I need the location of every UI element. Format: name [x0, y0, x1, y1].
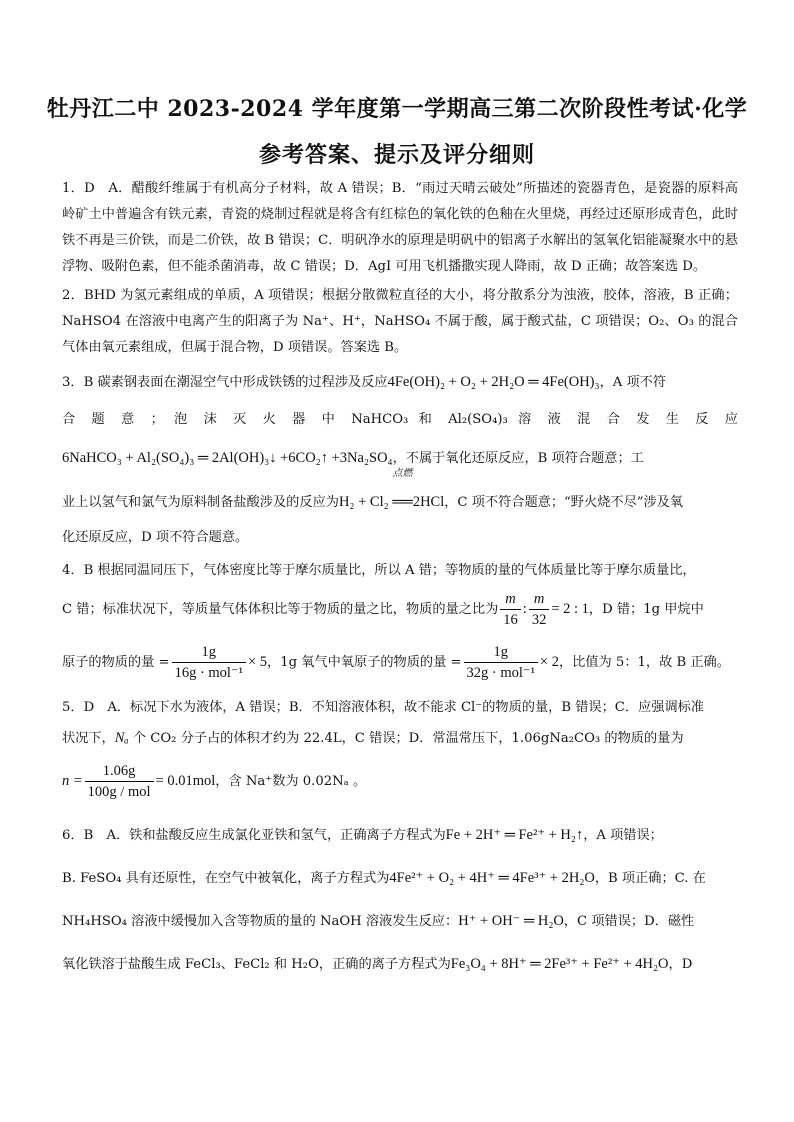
answer-3-line1-text: 3．B 碳素钢表面在潮湿空气中形成铁锈的过程涉及反应 — [62, 375, 388, 390]
answer-4-line3-text: 原子的物质的量 = — [62, 655, 170, 670]
answer-5-line1: 5．D A．标况下水为液体，A 错误；B．不知溶液体积，故不能求 Cl⁻的物质的量，B 错误；C．应强调标准 — [62, 700, 705, 715]
answer-3-line5: 化还原反应，D 项不符合题意。 — [62, 530, 249, 545]
answer-6-line2-tail: ，B 项正确；C. 在 — [594, 871, 706, 886]
answer-6-line2-text: B. FeSO₄ 具有还原性，在空气中被氧化，离子方程式为 — [62, 871, 390, 886]
answer-5 — [62, 689, 738, 805]
answer-3-line2: 合 题 意 ； 泡 沫 灭 火 器 中 NaHCO₃ 和 Al₂(SO₄)₃ 溶 液 混 合 发 生 反 应 — [62, 412, 738, 427]
foam-extinguisher-equation: 6NaHCO₃ + Al₂(SO₄)₃ ═ 2Al(OH)₃↓ +6CO₂↑ +3Na₂SO₄ — [62, 450, 393, 466]
ignition-condition — [392, 468, 413, 522]
answer-4: 4．B 根据同温同压下，气体密度比等于摩尔质量比，所以 A 错；等物质的量的气体质量比等于摩尔质量比， C 错；标准状况下，等质量气体体积比等于物质的量之比，物质的量之比为 $\frac{m}{16}$ : $\frac{m}{32}$ = 2 : 1，D 错；1g 甲烷中 原子的物质的量 = $\frac{1g}{\text{16g · mol⁻¹}}$ × 5，1g 氧气中氧原子的物质的量 = $\frac{1g}{\text{32g · mol⁻¹}}$ × 2，比值为 5：1，故 B 正确。 — [62, 556, 738, 686]
answer-3-line1-tail: ，A 项不符 — [599, 375, 667, 390]
answer-3-line4-text: 业上以氢气和氯气为原料制备盐酸涉及的反应为 — [62, 495, 339, 510]
answer-6-line1-tail: ，A 项错误； — [583, 828, 663, 843]
answer-5-line2-text: 状况下， — [62, 731, 115, 746]
ferrous-oxidation-equation: 4Fe²⁺ + O₂ + 4H⁺ ═ 4Fe³⁺ + 2H₂O — [389, 870, 595, 886]
answer-3-line3-tail: ，不属于氧化还原反应，B 项符合题意；工 — [392, 451, 644, 466]
answer-5-line2-tail: 个 CO₂ 分子占的体积才约为 22.4L，C 错误；D．常温常压下，1.06gNa₂CO₃ 的物质的量为 — [128, 731, 684, 746]
iron-hcl-equation: Fe + 2H⁺ ═ Fe²⁺ + H₂↑ — [445, 827, 584, 843]
page-title: 牡丹江二中 2023-2024 学年度第一学期高三第二次阶段性考试·化学 — [46, 96, 748, 122]
answer-6 — [62, 808, 738, 986]
fraction-sodium-carbonate: $\frac{1.06g}{\text{100g / mol}}$ — [85, 761, 154, 802]
answer-2: 2．BHD 为氢元素组成的单质，A 项错误；根据分散微粒直径的大小，将分散系分为浊液，胶体，溶液，B 正确；NaHSO4 在溶液中电离产生的阳离子为 Na⁺、H⁺，NaHSO₄ 不属于酸，属于酸式盐，C 项错误；O₂、O₃ 的混合气体由氧元素组成，但属于混合物，D 项错误。答案选 B。 — [62, 288, 738, 355]
answer-5-line3-tail: ，含 Na⁺数为 0.02Nₐ 。 — [215, 774, 367, 789]
answer-1: 1．D A．醋酸纤维属于有机高分子材料，故 A 错误；B．“雨过天晴云破处”所描述的瓷器青色，是瓷器的原料高岭矿土中普遍含有铁元素，青瓷的烧制过程就是将含有红棕色的氧化铁的色釉在火里烧，再经过还原形成青色，此时铁不再是三价铁，而是二价铁，故 B 错误；C．明矾净水的原理是明矾中的铝离子水解出的氢氧化铝能凝聚水中的悬浮物、吸附色素，但不能杀菌消毒，故 C 错误；D．AgI 可用飞机播撒实现人降雨，故 D 正确；故答案选 D。 — [62, 181, 738, 274]
fraction-m-16: $\frac{m}{16}$ — [500, 589, 521, 630]
answer-4-line2-tail: ，D 错；1g 甲烷中 — [588, 602, 704, 617]
fraction-methane: $\frac{1g}{\text{16g · mol⁻¹}}$ — [172, 642, 246, 683]
ignition-label: 点燃 — [392, 468, 413, 479]
answer-6-line1-text: 6．B A．铁和盐酸反应生成氯化亚铁和氢气，正确离子方程式为 — [62, 828, 446, 843]
magnetite-equation: Fe₃O₄ + 8H⁺ ═ 2Fe³⁺ + Fe²⁺ + 4H₂O — [450, 956, 669, 972]
answer-6-line4-tail: ，D — [668, 957, 693, 972]
ignition-arrow: ══ — [392, 494, 413, 510]
n-label: n = — [62, 773, 83, 789]
answer-6-line3-tail: ，C 项错误；D．磁性 — [563, 914, 695, 929]
answer-4-line1: 4．B 根据同温同压下，气体密度比等于摩尔质量比，所以 A 错；等物质的量的气体质量比等于摩尔质量比， — [62, 563, 696, 578]
hcl-equation-right: 2HCl — [412, 494, 445, 510]
avogadro-symbol: Nₐ — [114, 730, 129, 746]
answer-4-line2-text: C 错；标准状况下，等质量气体体积比等于物质的量之比，物质的量之比为 — [62, 602, 499, 617]
multiplier-5: × 5 — [247, 654, 268, 670]
ratio-value: = 2 : 1 — [551, 601, 589, 617]
answer-4-line3-mid: ，1g 氧气中氧原子的物质的量 = — [267, 655, 462, 670]
mole-result: = 0.01mol — [155, 773, 216, 789]
answer-body — [62, 176, 738, 989]
answer-3 — [62, 364, 738, 553]
neutralization-equation: H⁺ + OH⁻ ═ H₂O — [458, 913, 564, 929]
answer-3-line4-tail: ，C 项不符合题意；“野火烧不尽”涉及氧 — [444, 495, 684, 510]
answer-6-line4-text: 氧化铁溶于盐酸生成 FeCl₃、FeCl₂ 和 H₂O，正确的离子方程式为 — [62, 957, 451, 972]
hcl-equation-left: H₂ + Cl₂ — [338, 494, 393, 510]
multiplier-2: × 2 — [539, 654, 559, 670]
answer-4-line3-tail: ，比值为 5：1，故 B 正确。 — [558, 655, 730, 670]
fraction-m-32: $\frac{m}{32}$ — [529, 589, 550, 630]
fraction-oxygen: $\frac{1g}{\text{32g · mol⁻¹}}$ — [464, 642, 538, 683]
page-subtitle: 参考答案、提示及评分细则 — [258, 142, 535, 168]
answer-6-line3-text: NH₄HSO₄ 溶液中缓慢加入含等物质的量的 NaOH 溶液发生反应： — [62, 914, 459, 929]
rust-equation: 4Fe(OH)₂ + O₂ + 2H₂O ═ 4Fe(OH)₃ — [387, 374, 600, 390]
